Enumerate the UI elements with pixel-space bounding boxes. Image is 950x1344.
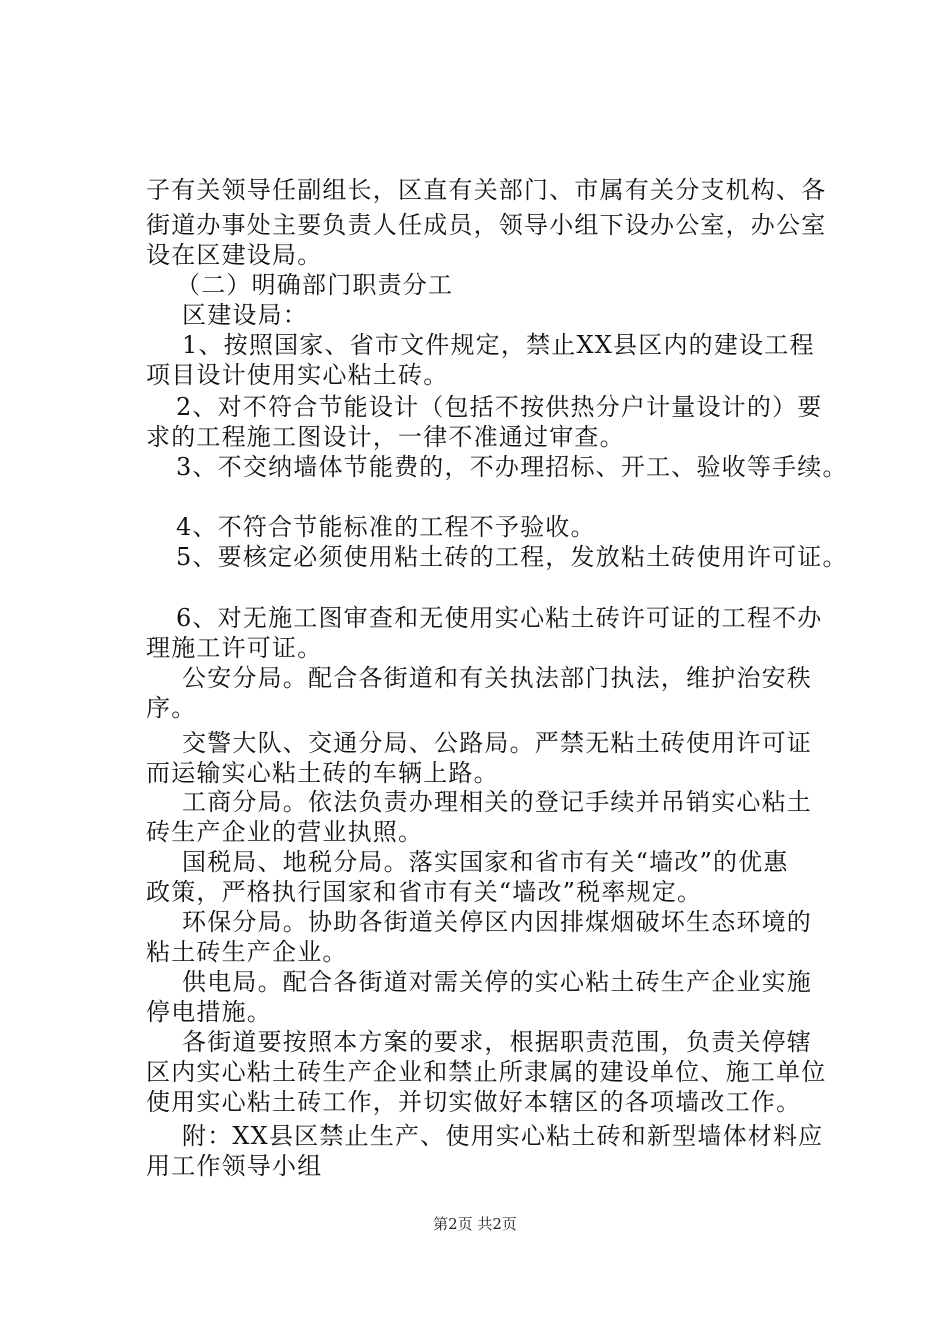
text-line: 区内实心粘土砖生产企业和禁止所隶属的建设单位、施工单位	[146, 1058, 827, 1086]
text-line: 2、对不符合节能设计（包括不按供热分户计量设计的）要	[176, 393, 823, 421]
text-line: 环保分局。协助各街道关停区内因排煤烟破坏生态环境的	[182, 908, 812, 936]
text-line: 供电局。配合各街道对需关停的实心粘土砖生产企业实施	[182, 968, 812, 996]
text-line: 理施工许可证。	[146, 634, 323, 662]
text-line: 4、不符合节能标准的工程不予验收。	[176, 513, 596, 541]
text-line: 使用实心粘土砖工作，并切实做好本辖区的各项墙改工作。	[146, 1088, 802, 1116]
text-line: 5、要核定必须使用粘土砖的工程，发放粘土砖使用许可证。	[176, 543, 848, 571]
text-line: 3、不交纳墙体节能费的，不办理招标、开工、验收等手续。	[176, 453, 848, 481]
text-line: 工商分局。依法负责办理相关的登记手续并吊销实心粘土	[182, 788, 812, 816]
text-line: 序。	[146, 694, 197, 722]
text-line: 街道办事处主要负责人任成员，领导小组下设办公室，办公室	[146, 211, 827, 239]
text-line: 1、按照国家、省市文件规定，禁止XX县区内的建设工程	[182, 331, 815, 359]
text-line: 而运输实心粘土砖的车辆上路。	[146, 759, 499, 787]
text-line: 政策，严格执行国家和省市有关“墙改”税率规定。	[146, 878, 703, 906]
text-line: 求的工程施工图设计，一律不准通过审查。	[146, 423, 625, 451]
text-line: 项目设计使用实心粘土砖。	[146, 361, 449, 389]
text-line: 停电措施。	[146, 998, 272, 1026]
text-line: 国税局、地税分局。落实国家和省市有关“墙改”的优惠	[182, 848, 789, 876]
section-heading: （二）明确部门职责分工	[176, 271, 454, 299]
text-line: 6、对无施工图审查和无使用实心粘土砖许可证的工程不办	[176, 604, 823, 632]
text-line: 砖生产企业的营业执照。	[146, 818, 424, 846]
text-line: 附：XX县区禁止生产、使用实心粘土砖和新型墙体材料应	[182, 1122, 824, 1150]
text-line: 区建设局：	[182, 301, 308, 329]
text-line: 子有关领导任副组长，区直有关部门、市属有关分支机构、各	[146, 176, 827, 204]
page-number-footer: 第2页 共2页	[433, 1215, 517, 1233]
text-line: 各街道要按照本方案的要求，根据职责范围，负责关停辖	[182, 1028, 812, 1056]
text-line: 设在区建设局。	[146, 241, 323, 269]
text-line: 用工作领导小组	[146, 1152, 323, 1180]
text-line: 公安分局。配合各街道和有关执法部门执法，维护治安秩	[182, 664, 812, 692]
text-line: 交警大队、交通分局、公路局。严禁无粘土砖使用许可证	[182, 729, 812, 757]
text-line: 粘土砖生产企业。	[146, 938, 348, 966]
